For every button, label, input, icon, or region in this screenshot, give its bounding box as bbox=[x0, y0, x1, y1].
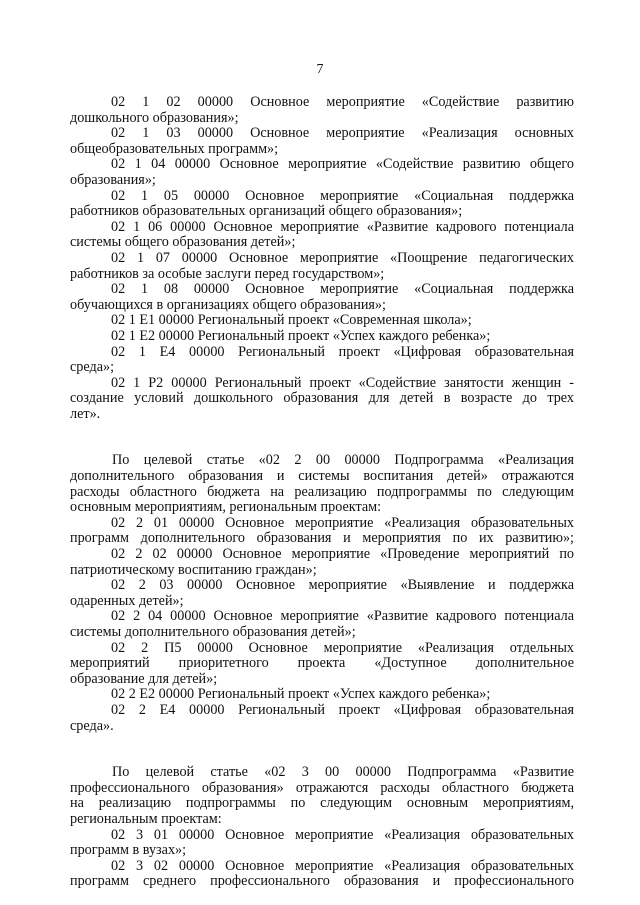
text-line: работников образовательных организаций общего образования»; bbox=[70, 203, 463, 220]
text-line: обучающихся в организациях общего образования»; bbox=[70, 296, 386, 313]
text-line: 02 1 P2 00000 Региональный проект «Содействие занятости женщин - bbox=[111, 374, 574, 391]
text-line: 02 1 02 00000 Основное мероприятие «Содействие развитию bbox=[111, 94, 574, 110]
text-line: 02 2 04 00000 Основное мероприятие «Развитие кадрового потенциала bbox=[111, 608, 574, 625]
paragraph-gap bbox=[70, 422, 574, 453]
text-line: образования»; bbox=[70, 171, 156, 188]
text-line: По целевой статье «02 3 00 00000 Подпрограмма «Развитие bbox=[112, 764, 574, 781]
text-line: дополнительного образования и системы воспитания детей» отражаются bbox=[70, 468, 574, 485]
text-line: общеобразовательных программ»; bbox=[70, 140, 279, 157]
text-line: расходы областного бюджета на реализацию подпрограммы по следующим bbox=[70, 483, 574, 500]
text-line: основным мероприятиям, региональным проектам: bbox=[70, 499, 382, 516]
text-line: лет». bbox=[70, 405, 101, 422]
text-line: 02 1 05 00000 Основное мероприятие «Социальная поддержка bbox=[111, 187, 574, 204]
text-line: 02 1 04 00000 Основное мероприятие «Содействие развитию общего bbox=[111, 156, 574, 173]
paragraph-gap bbox=[70, 734, 574, 765]
text-line: дошкольного образования»; bbox=[70, 109, 239, 126]
text-line: среда»; bbox=[70, 359, 115, 376]
text-line: 02 3 02 00000 Основное мероприятие «Реализация образовательных bbox=[111, 857, 574, 874]
text-line: среда». bbox=[70, 717, 114, 734]
text-line: 02 2 E4 00000 Региональный проект «Цифровая образовательная bbox=[111, 701, 574, 718]
text-line: 02 2 01 00000 Основное мероприятие «Реализация образовательных bbox=[111, 514, 574, 531]
text-line: образование для детей»; bbox=[70, 670, 218, 687]
text-line: на реализацию подпрограммы по следующим основным мероприятиям, bbox=[70, 795, 574, 812]
text-line: региональным проектам: bbox=[70, 810, 222, 827]
text-line: создание условий дошкольного образования для детей в возрасте до трех bbox=[70, 390, 574, 407]
text-line: 02 2 E2 00000 Региональный проект «Успех каждого ребенка»; bbox=[111, 686, 491, 703]
document-body bbox=[70, 95, 574, 890]
text-line: 02 2 03 00000 Основное мероприятие «Выявление и поддержка bbox=[111, 577, 574, 594]
text-line: 02 3 01 00000 Основное мероприятие «Реализация образовательных bbox=[111, 826, 574, 843]
text-line: программ среднего профессионального образования и профессионального bbox=[70, 873, 574, 890]
text-line: программ дополнительного образования и мероприятия по их развитию»; bbox=[70, 530, 574, 547]
text-line: системы дополнительного образования детей»; bbox=[70, 624, 356, 640]
text-line: профессионального образования» отражаются расходы областного бюджета bbox=[70, 779, 574, 796]
text-line: 02 1 E4 00000 Региональный проект «Цифровая образовательная bbox=[111, 343, 574, 360]
text-line: 02 2 02 00000 Основное мероприятие «Проведение мероприятий по bbox=[111, 546, 574, 563]
page-number: 7 bbox=[316, 62, 324, 77]
text-line: 02 1 E2 00000 Региональный проект «Успех каждого ребенка»; bbox=[111, 327, 491, 344]
text-line: системы общего образования детей»; bbox=[70, 234, 296, 251]
text-line: одаренных детей»; bbox=[70, 592, 184, 609]
text-line: работников за особые заслуги перед государством»; bbox=[70, 265, 385, 282]
text-line: 02 2 П5 00000 Основное мероприятие «Реализация отдельных bbox=[111, 639, 574, 656]
text-line: программ в вузах»; bbox=[70, 842, 187, 859]
text-line: 02 1 03 00000 Основное мероприятие «Реализация основных bbox=[111, 125, 574, 142]
text-line: патриотическому воспитанию граждан»; bbox=[70, 561, 317, 578]
text-line: 02 1 08 00000 Основное мероприятие «Социальная поддержка bbox=[111, 281, 574, 298]
text-line: 02 1 E1 00000 Региональный проект «Современная школа»; bbox=[111, 312, 472, 329]
text-line: мероприятий приоритетного проекта «Доступное дополнительное bbox=[70, 655, 574, 672]
text-line: 02 1 06 00000 Основное мероприятие «Развитие кадрового потенциала bbox=[111, 218, 574, 235]
text-line: 02 1 07 00000 Основное мероприятие «Поощрение педагогических bbox=[111, 249, 574, 266]
text-line: По целевой статье «02 2 00 00000 Подпрограмма «Реализация bbox=[112, 452, 574, 469]
